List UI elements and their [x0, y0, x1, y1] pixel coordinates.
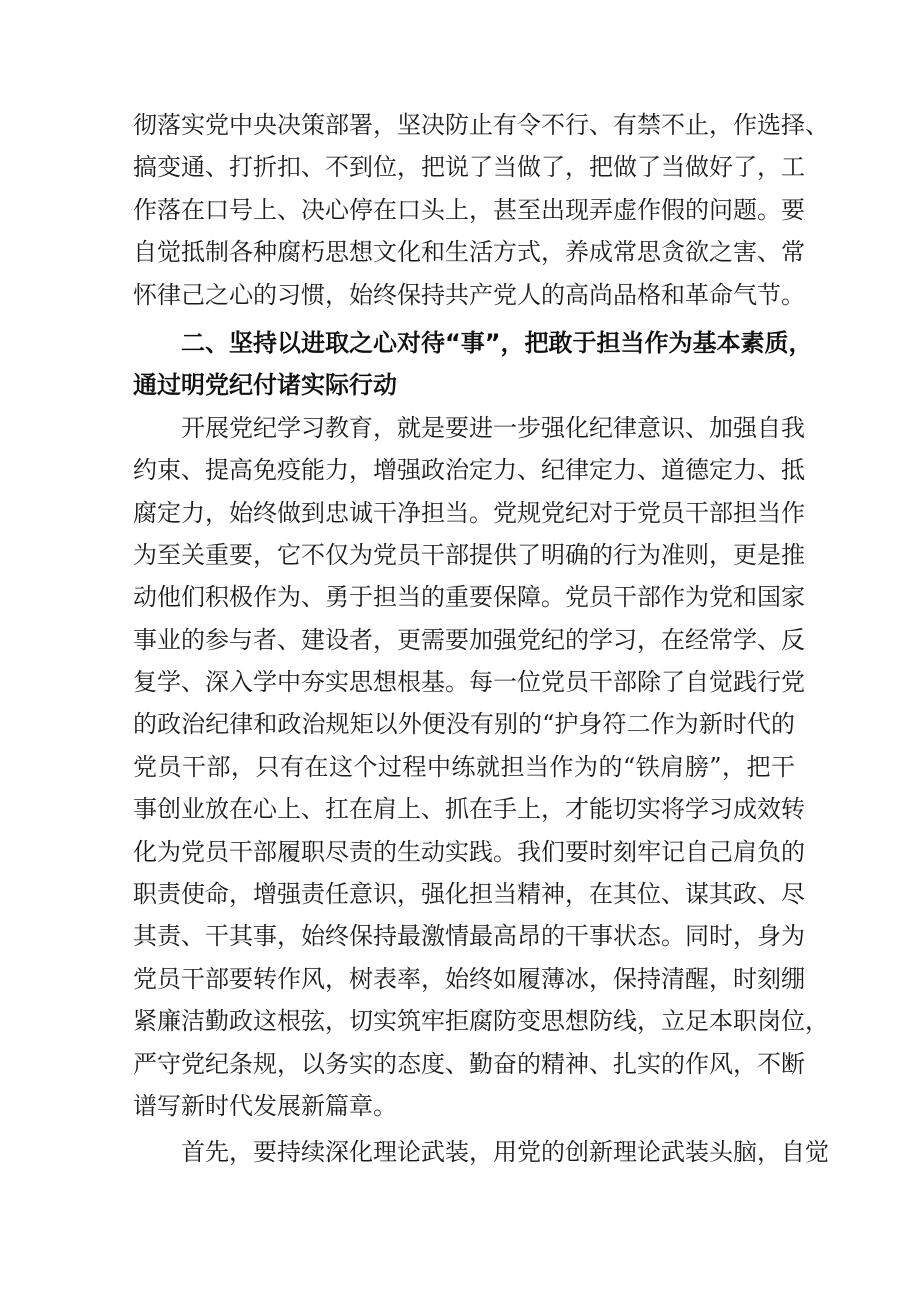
text-line: 开展党纪学习教育，就是要进一步强化纪律意识、加强自我 — [181, 413, 805, 442]
text-line: 职责使命，增强责任意识，强化担当精神，在其位、谋其政、尽 — [133, 880, 805, 909]
paragraph-continuation — [133, 104, 829, 316]
text-line: 事创业放在心上、扛在肩上、抓在手上，才能切实将学习成效转 — [133, 795, 805, 824]
text-line: 作落在口号上、决心停在口头上，甚至出现弄虚作假的问题。要 — [133, 195, 805, 224]
section-heading — [133, 322, 813, 407]
text-line: 化为党员干部履职尽责的生动实践。我们要时刻牢记自己肩负的 — [133, 837, 805, 866]
text-line: 的政治纪律和政治规矩以外便没有别的“护身符二作为新时代的 — [133, 710, 795, 739]
body-paragraph — [133, 1131, 829, 1173]
text-line: 动他们积极作为、勇于担当的重要保障。党员干部作为党和国家 — [133, 583, 805, 612]
text-line: 约束、提高免疫能力，增强政治定力、纪律定力、道德定力、抵 — [133, 456, 805, 485]
text-line: 其责、干其事，始终保持最激情最高昂的干事状态。同时，身为 — [133, 922, 805, 951]
text-line: 彻落实党中央决策部署，坚决防止有令不行、有禁不止，作选择、 — [133, 111, 829, 139]
text-line: 搞变通、打折扣、不到位，把说了当做了，把做了当做好了，工 — [133, 153, 805, 182]
document-body — [133, 104, 829, 1174]
text-line: 党员干部要转作风，树表率，始终如履薄冰，保持清醒，时刻绷 — [133, 964, 805, 993]
text-line: 党员干部，只有在这个过程中练就担当作为的“铁肩膀”，把干 — [133, 752, 795, 781]
text-line: 自觉抵制各种腐朽思想文化和生活方式，养成常思贪欲之害、常 — [133, 238, 805, 267]
text-line: 首先，要持续深化理论武装，用党的创新理论武装头脑，自觉 — [181, 1138, 829, 1167]
heading-line: 通过明党纪付诸实际行动 — [133, 371, 397, 400]
text-line: 怀律己之心的习惯，始终保持共产党人的高尚品格和革命气节。 — [133, 280, 805, 309]
heading-line: 二、坚持以进取之心对待“事”，把敢于担当作为基本素质， — [181, 328, 813, 357]
text-line: 复学、深入学中夯实思想根基。每一位党员干部除了自觉践行党 — [133, 668, 805, 697]
text-line: 严守党纪条规，以务实的态度、勤奋的精神、扎实的作风，不断 — [133, 1049, 805, 1078]
text-line: 腐定力，始终做到忠诚干净担当。党规党纪对于党员干部担当作 — [133, 498, 805, 527]
text-line: 为至关重要，它不仅为党员干部提供了明确的行为准则，更是推 — [133, 540, 805, 569]
text-line: 紧廉洁勤政这根弦，切实筑牢拒腐防变思想防线，立足本职岗位， — [133, 1007, 829, 1036]
body-paragraph — [133, 407, 829, 1128]
text-line: 谱写新时代发展新篇章。 — [133, 1091, 397, 1120]
text-line: 事业的参与者、建设者，更需要加强党纪的学习，在经常学、反 — [133, 625, 805, 654]
